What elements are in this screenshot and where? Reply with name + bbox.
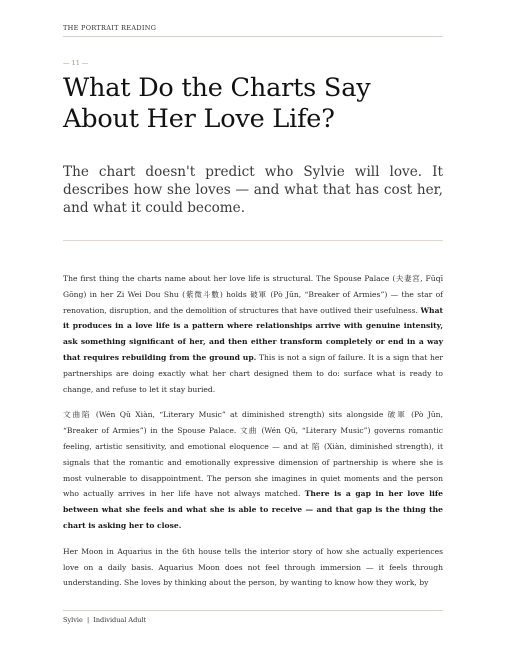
- body-paragraph-1: [63, 271, 443, 397]
- paragraph-1-emphasis: What it produces in a love life is a pattern where relationships arrive with genuine intensity, ask something significant of her, and then either transform completely or end in a way that requires rebuilding from the ground up.: [63, 305, 443, 362]
- section-divider: [63, 240, 443, 241]
- header-rule: [63, 36, 443, 37]
- running-head: THE PORTRAIT READING: [63, 24, 157, 32]
- paragraph-2-text: 文曲陷 (Wén Qǔ Xiàn, “Literary Music” at diminished strength) sits alongside 破軍 (Pò Jūn, “Breaker of Armies”) in the Spouse Palace. 文曲 (Wén Qǔ, “Literary Music”) governs romantic feeling, artistic sensitivity, and emotional eloquence — and at 陷 (Xiàn, diminished strength), it signals that the romantic and emotionally expressive dimension of partnership is where she is most vulnerable to disappointment. The person she imagines in quiet moments and the person who actually arrives in her life have not always matched.: [63, 410, 443, 499]
- footer-category: Individual Adult: [93, 616, 147, 624]
- paragraph-1-text: The first thing the charts name about her love life is structural. The Spouse Palace (夫妻宮, Fūqī Gōng) in her Zi Wei Dou Shu (紫微斗數) holds 破軍 (Pò Jūn, “Breaker of Armies”) — the star of renovation, disruption, and the demolition of structures that have outlived their usefulness.: [63, 274, 443, 315]
- footer-name: Sylvie: [63, 616, 83, 624]
- body-text: [63, 271, 443, 601]
- body-paragraph-2: [63, 407, 443, 533]
- title-line-1: What Do the Charts Say: [63, 73, 371, 103]
- footer-rule: [63, 610, 443, 611]
- page-number: — 11 —: [63, 59, 89, 67]
- footer-separator: |: [86, 616, 90, 624]
- lede-paragraph: The chart doesn't predict who Sylvie will love. It describes how she loves — and what that has cost her, and what it could become.: [63, 164, 443, 216]
- page-title: [63, 73, 463, 135]
- paragraph-2-emphasis: There is a gap in her love life between what she feels and what she is able to receive — and that gap is the thing the chart is asking her to close.: [63, 489, 443, 530]
- page-footer: [63, 616, 146, 624]
- title-line-2: About Her Love Life?: [63, 104, 335, 134]
- paragraph-1-text-end: This is not a sign of failure. It is a sign that her partnerships are doing exactly what her chart designed them to do: surface what is ready to change, and refuse to let it stay buried.: [63, 352, 443, 394]
- paragraph-3-text: Her Moon in Aquarius in the 6th house tells the interior story of how she actually experiences love on a daily basis. Aquarius Moon does not feel through immersion — it feels through understanding. She loves by thinking about the person, by wanting to know how they work, by: [63, 546, 443, 588]
- body-paragraph-3: [63, 544, 443, 591]
